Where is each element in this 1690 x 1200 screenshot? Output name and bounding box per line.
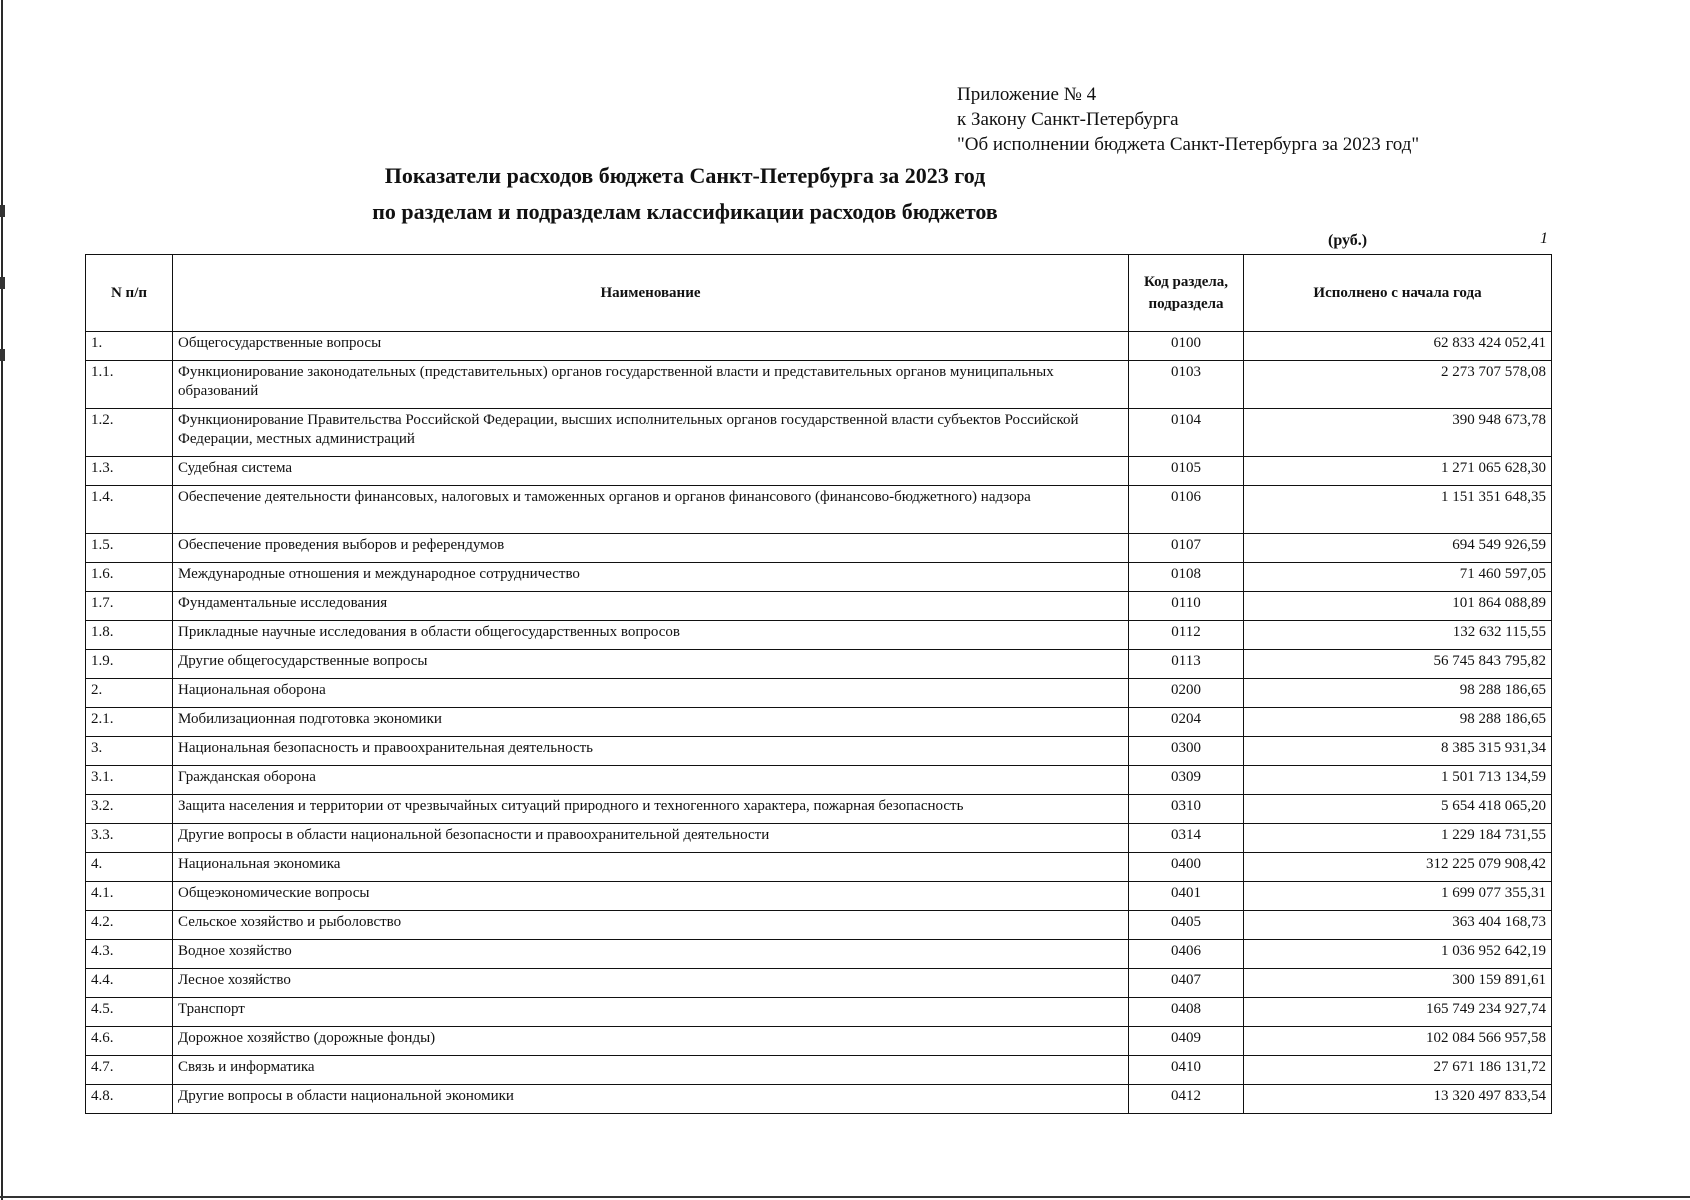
row-num: 1.7.: [86, 592, 173, 621]
table-row: [86, 824, 1552, 853]
table-row: [86, 1085, 1552, 1114]
row-num: 4.1.: [86, 882, 173, 911]
row-amount: 312 225 079 908,42: [1244, 853, 1552, 882]
row-code: 0100: [1129, 332, 1244, 361]
row-num: 1.: [86, 332, 173, 361]
row-amount: 98 288 186,65: [1244, 708, 1552, 737]
row-amount: 101 864 088,89: [1244, 592, 1552, 621]
row-amount: 8 385 315 931,34: [1244, 737, 1552, 766]
row-code: 0106: [1129, 486, 1244, 534]
scan-edge-bottom: [0, 1196, 1690, 1198]
row-amount: 1 271 065 628,30: [1244, 457, 1552, 486]
row-amount: 102 084 566 957,58: [1244, 1027, 1552, 1056]
row-name: Лесное хозяйство: [173, 969, 1129, 998]
row-name: Общеэкономические вопросы: [173, 882, 1129, 911]
row-num: 1.1.: [86, 361, 173, 409]
row-amount: 1 699 077 355,31: [1244, 882, 1552, 911]
row-amount: 27 671 186 131,72: [1244, 1056, 1552, 1085]
row-amount: 1 151 351 648,35: [1244, 486, 1552, 534]
row-amount: 694 549 926,59: [1244, 534, 1552, 563]
row-code: 0408: [1129, 998, 1244, 1027]
row-amount: 62 833 424 052,41: [1244, 332, 1552, 361]
table-row: [86, 969, 1552, 998]
row-code: 0113: [1129, 650, 1244, 679]
row-num: 1.8.: [86, 621, 173, 650]
row-num: 4.2.: [86, 911, 173, 940]
table-row: [86, 708, 1552, 737]
row-code: 0300: [1129, 737, 1244, 766]
row-name: Прикладные научные исследования в области общегосударственных вопросов: [173, 621, 1129, 650]
table-row: [86, 621, 1552, 650]
row-amount: 2 273 707 578,08: [1244, 361, 1552, 409]
row-num: 4.3.: [86, 940, 173, 969]
table-row: [86, 911, 1552, 940]
row-code: 0310: [1129, 795, 1244, 824]
row-amount: 363 404 168,73: [1244, 911, 1552, 940]
scan-margin-marks: [0, 205, 5, 421]
row-num: 3.2.: [86, 795, 173, 824]
appendix-line-2: к Закону Санкт-Петербурга: [957, 109, 1179, 130]
row-name: Гражданская оборона: [173, 766, 1129, 795]
header-code: Код раздела, подраздела: [1129, 255, 1244, 332]
row-code: 0309: [1129, 766, 1244, 795]
row-code: 0409: [1129, 1027, 1244, 1056]
row-num: 1.3.: [86, 457, 173, 486]
row-name: Функционирование законодательных (представительных) органов государственной власти и представительных органов муниципальных образований: [173, 361, 1129, 409]
row-name: Международные отношения и международное сотрудничество: [173, 563, 1129, 592]
row-name: Обеспечение деятельности финансовых, налоговых и таможенных органов и органов финансового (финансово-бюджетного) надзора: [173, 486, 1129, 534]
row-amount: 98 288 186,65: [1244, 679, 1552, 708]
row-name: Другие вопросы в области национальной экономики: [173, 1085, 1129, 1114]
row-code: 0108: [1129, 563, 1244, 592]
header-num: N п/п: [86, 255, 173, 332]
row-amount: 71 460 597,05: [1244, 563, 1552, 592]
page-number: 1: [1540, 230, 1548, 247]
row-num: 1.2.: [86, 409, 173, 457]
row-name: Национальная экономика: [173, 853, 1129, 882]
row-num: 3.: [86, 737, 173, 766]
row-name: Другие вопросы в области национальной безопасности и правоохранительной деятельности: [173, 824, 1129, 853]
row-num: 4.7.: [86, 1056, 173, 1085]
table-row: [86, 737, 1552, 766]
row-num: 1.5.: [86, 534, 173, 563]
table-row: [86, 1027, 1552, 1056]
table-header-row: [86, 255, 1552, 332]
row-code: 0400: [1129, 853, 1244, 882]
row-code: 0103: [1129, 361, 1244, 409]
row-code: 0405: [1129, 911, 1244, 940]
row-code: 0200: [1129, 679, 1244, 708]
row-num: 3.3.: [86, 824, 173, 853]
table-row: [86, 563, 1552, 592]
row-num: 2.1.: [86, 708, 173, 737]
row-amount: 165 749 234 927,74: [1244, 998, 1552, 1027]
row-name: Сельское хозяйство и рыболовство: [173, 911, 1129, 940]
row-code: 0410: [1129, 1056, 1244, 1085]
table-row: [86, 534, 1552, 563]
row-num: 4.: [86, 853, 173, 882]
table-row: [86, 409, 1552, 457]
table-row: [86, 853, 1552, 882]
table-row: [86, 1056, 1552, 1085]
row-amount: 1 501 713 134,59: [1244, 766, 1552, 795]
appendix-line-1: Приложение № 4: [957, 84, 1097, 105]
row-name: Дорожное хозяйство (дорожные фонды): [173, 1027, 1129, 1056]
row-name: Связь и информатика: [173, 1056, 1129, 1085]
row-code: 0105: [1129, 457, 1244, 486]
appendix-line-3: "Об исполнении бюджета Санкт-Петербурга за 2023 год": [957, 134, 1420, 155]
row-num: 4.8.: [86, 1085, 173, 1114]
table-row: [86, 940, 1552, 969]
row-amount: 300 159 891,61: [1244, 969, 1552, 998]
row-name: Защита населения и территории от чрезвычайных ситуаций природного и техногенного характера, пожарная безопасность: [173, 795, 1129, 824]
row-amount: 56 745 843 795,82: [1244, 650, 1552, 679]
row-amount: 390 948 673,78: [1244, 409, 1552, 457]
row-name: Обеспечение проведения выборов и референдумов: [173, 534, 1129, 563]
row-name: Общегосударственные вопросы: [173, 332, 1129, 361]
table-row: [86, 882, 1552, 911]
row-code: 0110: [1129, 592, 1244, 621]
row-num: 1.9.: [86, 650, 173, 679]
row-code: 0407: [1129, 969, 1244, 998]
budget-table: [85, 254, 1552, 1114]
table-row: [86, 361, 1552, 409]
header-name: Наименование: [173, 255, 1129, 332]
row-code: 0204: [1129, 708, 1244, 737]
table-row: [86, 679, 1552, 708]
row-code: 0406: [1129, 940, 1244, 969]
row-name: Национальная безопасность и правоохранительная деятельность: [173, 737, 1129, 766]
document-title-line-2: по разделам и подразделам классификации расходов бюджетов: [372, 199, 998, 224]
row-code: 0401: [1129, 882, 1244, 911]
row-amount: 13 320 497 833,54: [1244, 1085, 1552, 1114]
row-amount: 1 229 184 731,55: [1244, 824, 1552, 853]
row-code: 0104: [1129, 409, 1244, 457]
appendix-header: [957, 82, 1419, 157]
row-name: Функционирование Правительства Российской Федерации, высших исполнительных органов государственной власти субъектов Российской Федерации, местных администраций: [173, 409, 1129, 457]
row-num: 1.6.: [86, 563, 173, 592]
document-title-line-1: Показатели расходов бюджета Санкт-Петербурга за 2023 год: [384, 163, 986, 188]
table-row: [86, 592, 1552, 621]
row-amount: 5 654 418 065,20: [1244, 795, 1552, 824]
row-code: 0107: [1129, 534, 1244, 563]
table-row: [86, 998, 1552, 1027]
row-code: 0112: [1129, 621, 1244, 650]
row-num: 4.6.: [86, 1027, 173, 1056]
table-row: [86, 766, 1552, 795]
table-row: [86, 795, 1552, 824]
row-num: 3.1.: [86, 766, 173, 795]
table-row: [86, 650, 1552, 679]
row-num: 4.4.: [86, 969, 173, 998]
row-name: Другие общегосударственные вопросы: [173, 650, 1129, 679]
row-code: 0314: [1129, 824, 1244, 853]
table-row: [86, 457, 1552, 486]
row-num: 4.5.: [86, 998, 173, 1027]
row-code: 0412: [1129, 1085, 1244, 1114]
row-name: Водное хозяйство: [173, 940, 1129, 969]
table-row: [86, 486, 1552, 534]
row-amount: 1 036 952 642,19: [1244, 940, 1552, 969]
row-name: Транспорт: [173, 998, 1129, 1027]
row-num: 2.: [86, 679, 173, 708]
row-amount: 132 632 115,55: [1244, 621, 1552, 650]
row-name: Мобилизационная подготовка экономики: [173, 708, 1129, 737]
currency-unit: (руб.): [1328, 232, 1368, 249]
header-amount: Исполнено с начала года: [1244, 255, 1552, 332]
table-row: [86, 332, 1552, 361]
row-name: Судебная система: [173, 457, 1129, 486]
row-num: 1.4.: [86, 486, 173, 534]
row-name: Фундаментальные исследования: [173, 592, 1129, 621]
row-name: Национальная оборона: [173, 679, 1129, 708]
